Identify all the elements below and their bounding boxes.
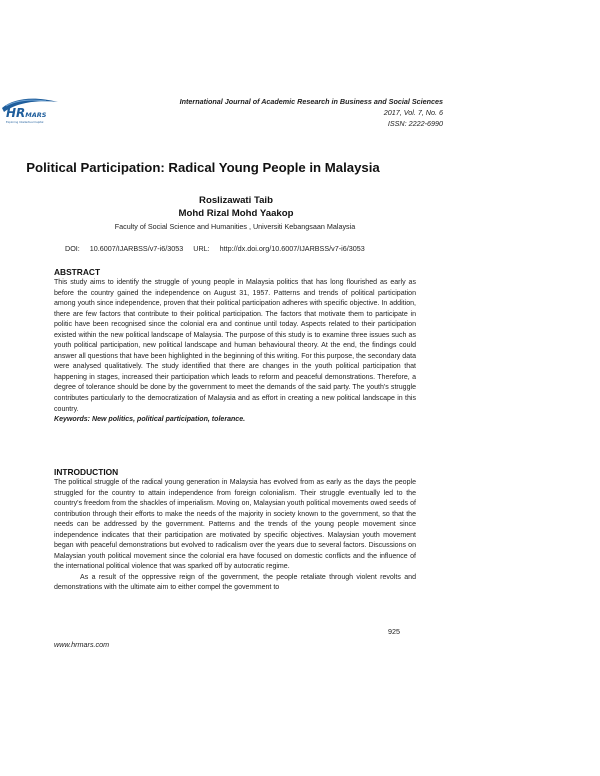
logo-brand [6,106,46,120]
url-value[interactable]: http://dx.doi.org/10.6007/IJARBSS/v7-i6/3053 [219,244,365,253]
page-number: 925 [388,627,400,636]
abstract-body [54,278,416,426]
url-label: URL: [193,244,210,253]
paper-title: Political Participation: Radical Young People in Malaysia [26,160,380,175]
abstract-text: This study aims to identify the struggle of young people in Malaysia politics that has long flourished as early as before the country gained the independence on August 31, 1957. Patterns and trends of political participation among youth since independence, proven that their political participation adheres with specific objective. In addition, there are few factors that contribute to their political participation. The factors that motivate them to participate in politic have been recognised since the colonial era and continue until today. Aspects related to their participation existed within the new political landscape of Malaysia. The purpose of this study is to examine three issues such as youth political participation, new political landscape and human behavioural theory. At the end, the findings could answer all questions that have been highlighted in the beginning of this writing. For this purpose, the secondary data were analysed qualitatively. The study identified that there are changes in the youth political participation that happening in stages, increased their participation which leads to reform and peaceful demonstrations. Therefore, a degree of tolerance should be done by the government to meet the demands of the said party. The youth's struggle contributes particularly to the democratization of Malaysia and as effort in creating a new political landscape in this country. [54,279,416,413]
logo-tagline: Exploring Intellectual Capital [6,121,44,124]
logo-brand-sub: MARS [25,111,47,119]
website-link[interactable]: www.hrmars.com [54,640,110,649]
affiliation: Faculty of Social Science and Humanities , Universiti Kebangsaan Malaysia [114,222,356,231]
journal-name: International Journal of Academic Research in Business and Social Sciences [179,97,443,106]
introduction-body [54,478,416,594]
doi-value[interactable]: 10.6007/IJARBSS/v7-i6/3053 [89,244,184,253]
journal-volume: 2017, Vol. 7, No. 6 [383,108,443,117]
logo-brand-main: HR [6,106,26,120]
publisher-logo [0,94,62,130]
introduction-heading: INTRODUCTION [54,467,119,477]
introduction-para-1: The political struggle of the radical young generation in Malaysia has evolved from as early as the days the people struggled for the country to attain independence from foreign colonialism. Their struggle eventually led to the country's freedom from the shackles of imperialism. Moving on, Malaysian youth political movements owed seeds of contribution through their efforts to make the needs of the majority in society known to the government, so that the needs can be addressed by the government. Patterns and the trends of the young people movement since independence indicates that their participation are motivated by specific objectives. Malaysian youth movement began with peaceful demonstrations but evolved to radicalism over the years due to several factors. Discussions on Malaysian youth political movement since the colonial era have focused on domestic conflicts and the influence of the international political violence that was sparked off by autocratic regime. [54,479,416,571]
doi-label: DOI: [65,244,80,253]
doi-line [65,244,373,253]
author-1: Roslizawati Taib [199,195,273,206]
journal-issn: ISSN: 2222-6990 [387,119,443,128]
header-rule [0,96,180,97]
abstract-heading: ABSTRACT [54,267,101,277]
author-2: Mohd Rizal Mohd Yaakop [178,208,294,219]
introduction-para-2: As a result of the oppressive reign of the government, the people retaliate through violent revolts and demonstrations with the ultimate aim to either compel the government to [54,573,416,592]
abstract-keywords: Keywords: New politics, political participation, tolerance. [54,416,246,424]
